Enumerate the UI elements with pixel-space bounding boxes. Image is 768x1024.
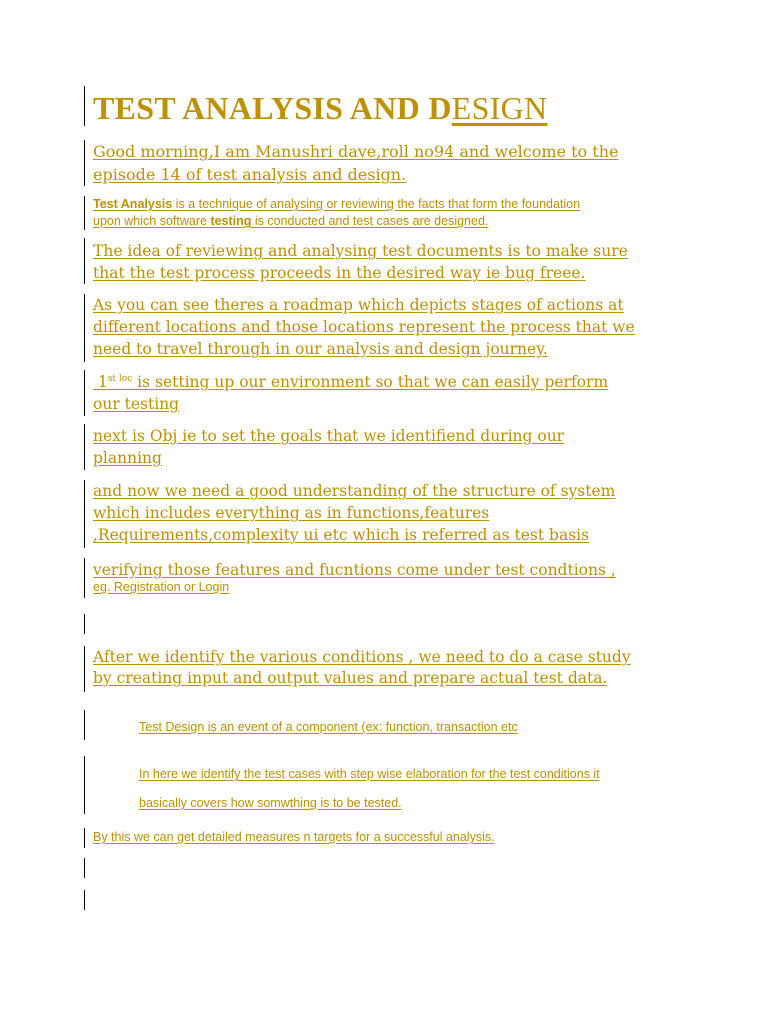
understanding-line-2: which includes everything as in functions,features — [93, 504, 490, 522]
margin-bar — [84, 370, 85, 416]
after-paragraph — [93, 647, 631, 689]
first-location-superscript: st loc — [107, 373, 133, 384]
title-main: TEST ANALYSIS AND D — [93, 90, 452, 126]
in-here-line — [139, 767, 600, 781]
covers-line — [139, 796, 402, 810]
idea-paragraph — [93, 240, 628, 284]
margin-bar — [84, 890, 85, 910]
example-text: eg. Registration or Login — [93, 580, 230, 594]
next-line-1: next is Obj ie to set the goals that we identifiend during our — [93, 427, 565, 445]
margin-bar — [84, 646, 85, 692]
margin-bar — [84, 480, 85, 548]
roadmap-paragraph — [93, 294, 635, 360]
first-location-number: 1 — [97, 373, 108, 391]
margin-bar — [84, 140, 85, 186]
definition-text-2: upon which software — [93, 214, 211, 228]
first-location-line-2: our testing — [93, 395, 180, 413]
margin-bar — [84, 614, 85, 634]
definition-bold-word: testing — [210, 214, 252, 228]
roadmap-line-3: need to travel through in our analysis and design journey. — [93, 340, 548, 358]
margin-bar — [84, 196, 85, 230]
intro-paragraph — [93, 140, 618, 186]
idea-line-1: The idea of reviewing and analysing test documents is to make sure — [93, 242, 628, 260]
definition-paragraph — [93, 196, 580, 230]
margin-bar — [84, 238, 85, 284]
understanding-paragraph — [93, 480, 615, 546]
margin-bar — [84, 828, 85, 848]
example-line — [93, 580, 229, 594]
test-design-line — [139, 720, 518, 734]
understanding-line-1: and now we need a good understanding of the structure of system — [93, 482, 616, 500]
margin-bar — [84, 86, 85, 126]
definition-text-3: is conducted and test cases are designed. — [251, 214, 489, 228]
after-line-2: by creating input and output values and prepare actual test data. — [93, 669, 608, 687]
covers-text: basically covers how somwthing is to be tested. — [139, 796, 402, 810]
margin-bar — [84, 424, 85, 470]
understanding-line-3: ,Requirements,complexity ui etc which is referred as test basis — [93, 526, 590, 544]
verifying-paragraph — [93, 559, 616, 581]
next-line-2: planning — [93, 449, 162, 467]
first-location-text: is setting up our environment so that we can easily perform — [132, 373, 609, 391]
margin-bar — [84, 756, 85, 814]
roadmap-line-1: As you can see theres a roadmap which depicts stages of actions at — [93, 296, 624, 314]
in-here-text: In here we identify the test cases with step wise elaboration for the test conditions it — [139, 767, 600, 781]
margin-bar — [84, 710, 85, 740]
test-design-text: Test Design is an event of a component (ex: function, transaction etc — [139, 720, 518, 734]
closing-line — [93, 830, 495, 844]
margin-bar — [84, 858, 85, 878]
closing-text: By this we can get detailed measures n targets for a successful analysis. — [93, 830, 495, 844]
after-line-1: After we identify the various conditions , we need to do a case study — [93, 648, 631, 666]
margin-bar — [84, 294, 85, 362]
margin-bar — [84, 558, 85, 598]
definition-text-1: is a technique of analysing or reviewing the facts that form the foundation — [172, 197, 581, 211]
page-title — [93, 88, 547, 128]
verifying-line: verifying those features and fucntions come under test condtions , — [93, 561, 616, 579]
definition-term: Test Analysis — [93, 197, 173, 211]
roadmap-line-2: different locations and those locations represent the process that we — [93, 318, 635, 336]
idea-line-2: that the test process proceeds in the desired way ie bug freee. — [93, 264, 586, 282]
intro-line-2: episode 14 of test analysis and design. — [93, 165, 407, 184]
first-location-paragraph — [93, 371, 608, 415]
intro-line-1: Good morning,I am Manushri dave,roll no94 and welcome to the — [93, 142, 619, 161]
next-paragraph — [93, 425, 564, 469]
title-underlined-part: ESIGN — [451, 90, 548, 126]
